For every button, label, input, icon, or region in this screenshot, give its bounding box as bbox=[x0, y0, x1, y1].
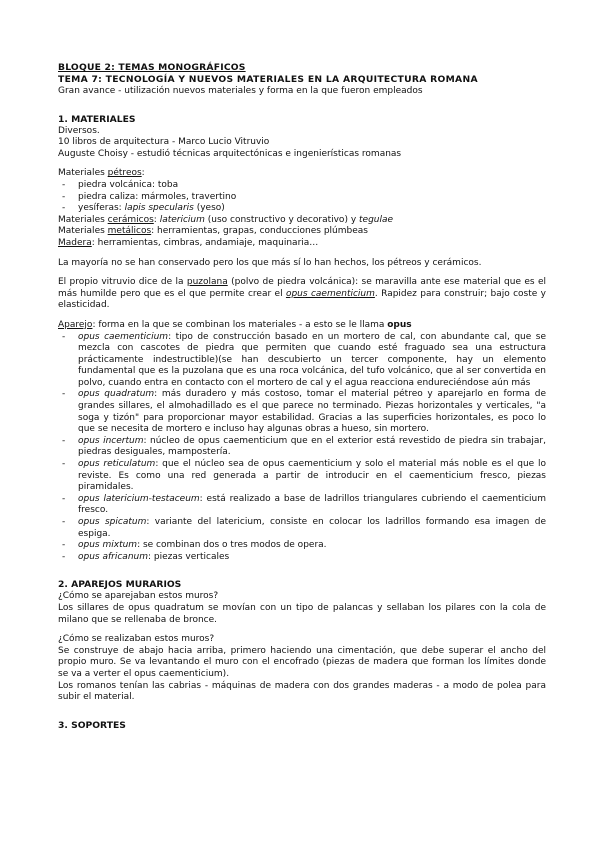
answer-1: Los sillares de opus quadratum se movían con un tipo de palancas y sellaban los pilares con la cola de milano que se rellenaba de bronce. bbox=[58, 602, 546, 625]
list-item: - opus incertum: núcleo de opus caementicium que en el exterior está revestido de piedra sin trabajar, piedras desiguales, mampostería. bbox=[58, 436, 546, 459]
list-item: - opus reticulatum: que el núcleo sea de opus caementicium y solo el material más noble es el que lo reviste. Es como una red generada a partir de introducir en el caementicium fresco, piezas piramidales. bbox=[58, 459, 546, 494]
list-item: - yesíferas: lapis specularis (yeso) bbox=[58, 203, 546, 215]
paragraph-vitruvio: El propio vitruvio dice de la puzolana (polvo de piedra volcánica): se maravilla ante ese material que es el más humilde pero que es el que permite crear el opus caementicium. Rapidez para construir; bajo coste y elasticidad. bbox=[58, 277, 547, 311]
list-item: - opus quadratum: más duradero y más costoso, tomar el material pétreo y aparejarlo en forma de grandes sillares, el almohadillado es el que parece no terminado. Piezas horizontales y verticales, "a soga y tizón" para proporcionar mayor estabilidad. Gracias a las superficies horizontales, es poco lo que se necesita de mortero e incluso hay algunas obras a hueso, sin mortero. bbox=[58, 389, 546, 435]
topic-title: TEMA 7: TECNOLOGÍA Y NUEVOS MATERIALES EN LA ARQUITECTURA ROMANA bbox=[58, 74, 478, 85]
list-item: - opus spicatum: variante del latericium, consiste en colocar los ladrillos formando esa imagen de espiga. bbox=[58, 517, 546, 540]
topic-subtitle: Gran avance - utilización nuevos materiales y forma en la que fueron empleados bbox=[58, 86, 423, 96]
paragraph-mayoria: La mayoría no se han conservado pero los que más sí lo han hechos, los pétreos y cerámicos. bbox=[58, 257, 482, 268]
list-item: - opus caementicium: tipo de construcción basado en un mortero de cal, con abundante cal, que se mezcla con cascotes de piedra que permiten que cuando esté fraguado sea una estructura prácticamente indestructible)(se han descubierto un tercer componente, hay un elemento fundamental que es la puzolana que es una roca volcánica, del tufo volcánico, que al ser convertida en polvo, cuando entra en contacto con el mortero de cal y el agua reacciona endureciéndose aún más bbox=[58, 332, 546, 390]
ceramicos-line: Materiales cerámicos: latericium (uso constructivo y decorativo) y tegulae bbox=[58, 214, 394, 225]
opus-list bbox=[58, 332, 546, 564]
list-item: - opus mixtum: se combinan dos o tres modos de opera. bbox=[58, 540, 546, 552]
madera-line: Madera: herramientas, cimbras, andamiaje, maquinaria… bbox=[58, 237, 319, 248]
petreos-label: Materiales pétreos: bbox=[58, 168, 145, 179]
metalicos-line: Materiales metálicos: herramientas, grapas, conducciones plúmbeas bbox=[58, 226, 368, 237]
intro-line-3: Auguste Choisy - estudió técnicas arquitectónicas e ingenierísticas romanas bbox=[58, 148, 402, 159]
question-1: ¿Cómo se aparejaban estos muros? bbox=[58, 591, 219, 602]
answer-2: Se construye de abajo hacia arriba, primero haciendo una cimentación, que debe superar el ancho del propio muro. Se va levantando el muro con el encofrado (piezas de madera que forman los límites donde se va a verter el opus caementicium). bbox=[58, 645, 546, 679]
petreos-list bbox=[58, 180, 546, 215]
aparejo-line: Aparejo: forma en la que se combinan los materiales - a esto se le llama opus bbox=[58, 319, 412, 330]
block-heading: BLOQUE 2: TEMAS MONOGRÁFICOS bbox=[58, 62, 246, 73]
list-item: - opus latericium-testaceum: está realizado a base de ladrillos triangulares cubriendo el caementicium fresco. bbox=[58, 494, 546, 517]
section-1-title: 1. MATERIALES bbox=[58, 113, 136, 125]
intro-line-1: Diversos. bbox=[58, 125, 100, 136]
document-page bbox=[58, 62, 546, 732]
section-3-title: 3. SOPORTES bbox=[58, 719, 126, 731]
answer-3: Los romanos tenían las cabrias - máquinas de madera con dos grandes maderas - a modo de polea para subir el material. bbox=[58, 680, 546, 703]
question-2: ¿Cómo se realizaban estos muros? bbox=[58, 634, 215, 645]
list-item: - piedra caliza: mármoles, travertino bbox=[58, 192, 546, 204]
section-2-title: 2. APAREJOS MURARIOS bbox=[58, 579, 182, 591]
list-item: - piedra volcánica: toba bbox=[58, 180, 546, 192]
list-item: - opus africanum: piezas verticales bbox=[58, 552, 546, 564]
intro-line-2: 10 libros de arquitectura - Marco Lucio Vitruvio bbox=[58, 137, 270, 148]
